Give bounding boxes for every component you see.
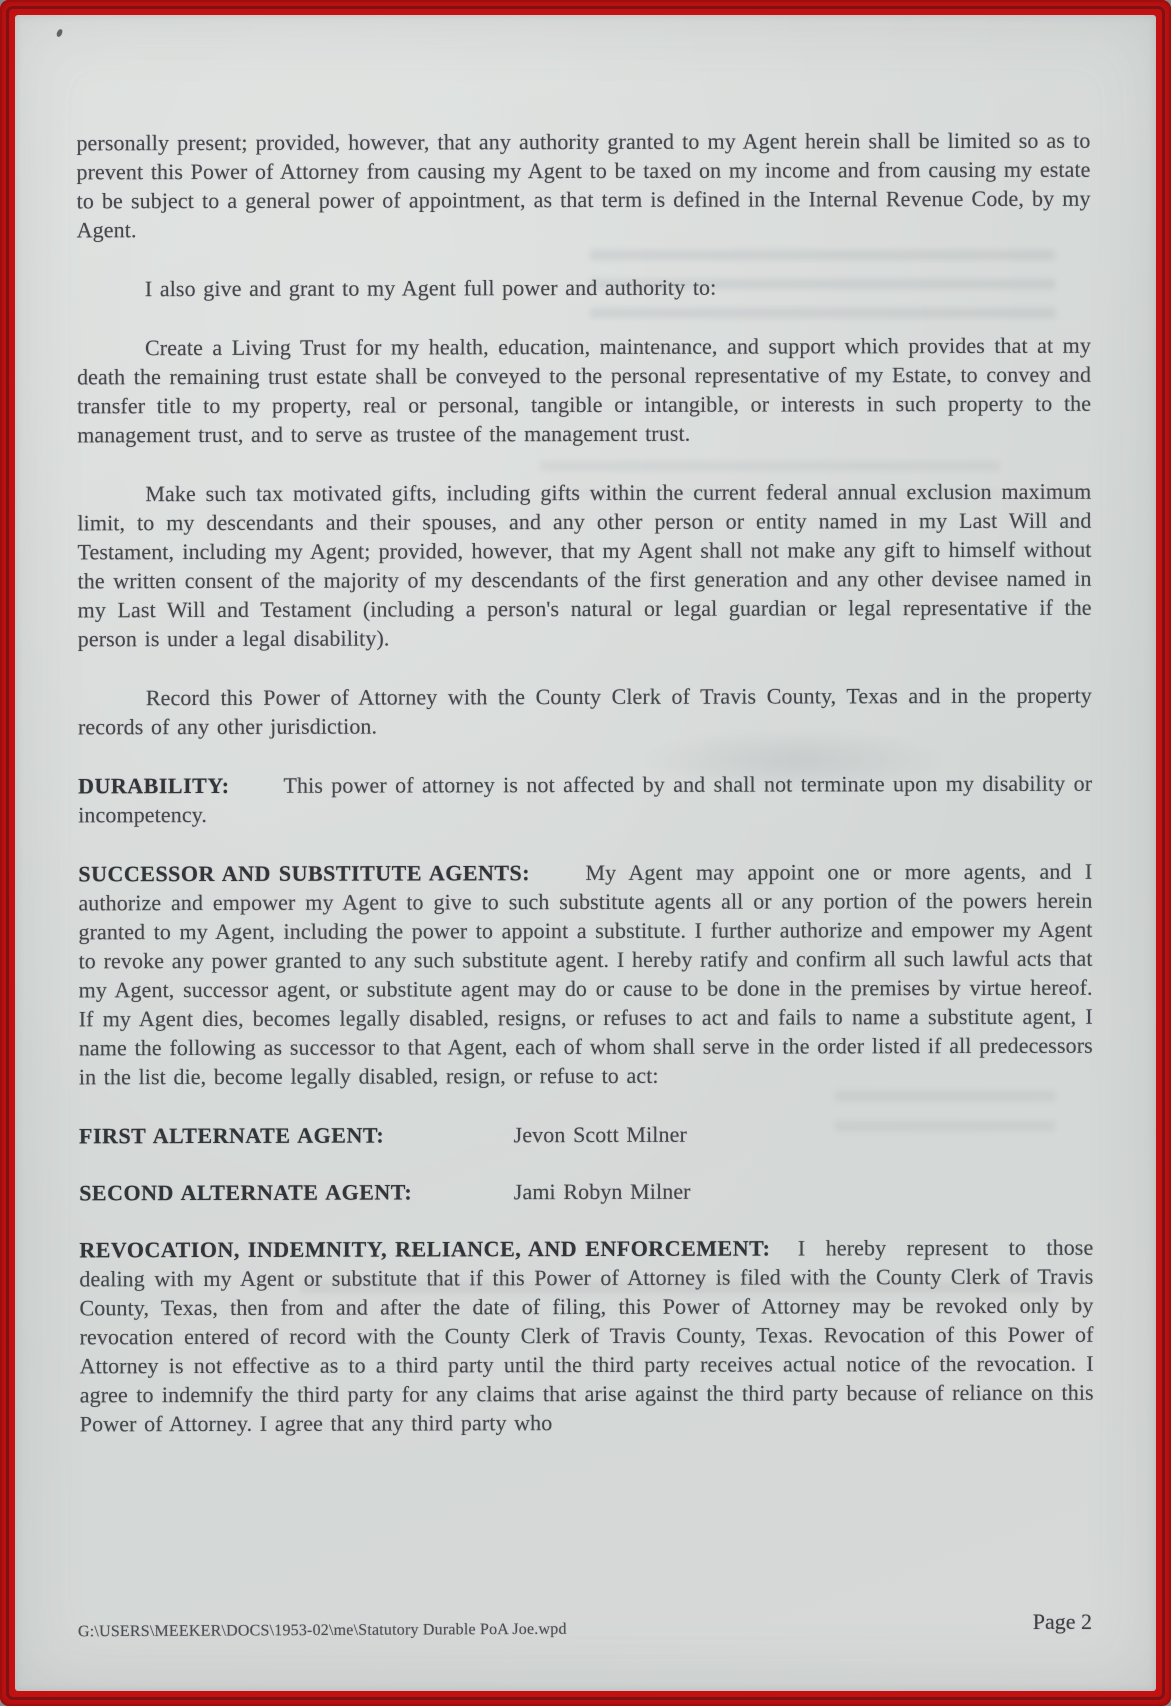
second-alternate-agent-name: Jami Robyn Milner bbox=[513, 1178, 691, 1205]
paragraph-authority-limitation: personally present; provided, however, that any authority granted to my Agent herein shall be limited so as to prevent this Power of Attorney from causing my Agent to be taxed on my income and from causing my estate to be subject to a general power of appointment, as that term is defined in the Internal Revenue Code, by my Agent. bbox=[76, 127, 1091, 243]
section-text-successor-agents: My Agent may appoint one or more agents, and I authorize and empower my Agent to give to such substitute agents all or any portion of the powers herein granted to my Agent, including the power to appoint a substitute. I further authorize and empower my Agent to revoke any power granted to any such substitute agent. I hereby ratify and confirm all such lawful acts that my Agent, successor agent, or substitute agent may do or cause to be done in the premises by virtue hereof. If my Agent dies, becomes legally disabled, resigns, or refuses to act and fails to name a substitute agent, I name the following as successor to that Agent, each of whom shall serve in the order listed if all predecessors in the list die, become legally disabled, resign, or refuse to act: bbox=[78, 858, 1093, 1090]
section-heading-revocation: REVOCATION, INDEMNITY, RELIANCE, AND ENFORCEMENT: bbox=[79, 1235, 771, 1263]
page-number: Page 2 bbox=[1032, 1609, 1092, 1634]
section-text-durability: This power of attorney is not affected by and shall not terminate upon my disability or incompetency. bbox=[78, 770, 1093, 828]
document-page bbox=[15, 15, 1156, 1691]
section-heading-durability: DURABILITY: bbox=[78, 772, 230, 799]
footer-file-path: G:\USERS\MEEKER\DOCS\1953-02\me\Statutory Durable PoA Joe.wpd bbox=[77, 1620, 567, 1641]
first-alternate-agent-row bbox=[79, 1119, 1093, 1151]
second-alternate-agent-row bbox=[79, 1176, 1093, 1208]
second-alternate-agent-label: SECOND ALTERNATE AGENT: bbox=[79, 1179, 413, 1206]
paragraph-grant-intro: I also give and grant to my Agent full power and authority to: bbox=[144, 274, 717, 302]
section-durability bbox=[78, 769, 1092, 830]
section-successor-agents bbox=[78, 857, 1093, 1092]
first-alternate-agent-name: Jevon Scott Milner bbox=[513, 1121, 687, 1148]
document-content bbox=[15, 15, 1156, 1468]
first-alternate-agent-label: FIRST ALTERNATE AGENT: bbox=[78, 1122, 385, 1149]
section-revocation bbox=[79, 1233, 1094, 1439]
paragraph-living-trust: Create a Living Trust for my health, education, maintenance, and support which provides that at my death the remaining trust estate shall be conveyed to the personal representative of my Estate, to convey and transfer title to my property, real or personal, tangible or intangible, or interests in such property to the management trust, and to serve as trustee of the management trust. bbox=[77, 332, 1092, 448]
section-text-revocation: I hereby represent to those dealing with my Agent or substitute that if this Power of Attorney is filed with the County Clerk of Travis County, Texas, then from and after the date of filing, this Power of Attorney may be revoked only by revocation entered of record with the County Clerk of Travis County, Texas. Revocation of this Power of Attorney is not effective as to a third party until the third party receives actual notice of the revocation. I agree to indemnify the third party for any claims that arise against the third party because of reliance on this Power of Attorney. I agree that any third party who bbox=[79, 1234, 1094, 1437]
page-footer bbox=[78, 1609, 1092, 1641]
section-heading-successor-agents: SUCCESSOR AND SUBSTITUTE AGENTS: bbox=[78, 860, 531, 887]
paragraph-tax-gifts: Make such tax motivated gifts, including gifts within the current federal annual exclusion maximum limit, to my descendants and their spouses, and any other person or entity named in my Last Will and Testament, including my Agent; provided, however, that my Agent shall not make any gift to himself without the written consent of the majority of my descendants of the first generation and any other devisee named in my Last Will and Testament (including a person's natural or legal guardian or legal representative if the person is under a legal disability). bbox=[77, 478, 1092, 652]
paragraph-record-poa: Record this Power of Attorney with the County Clerk of Travis County, Texas and in the property records of any other jurisdiction. bbox=[77, 682, 1092, 740]
